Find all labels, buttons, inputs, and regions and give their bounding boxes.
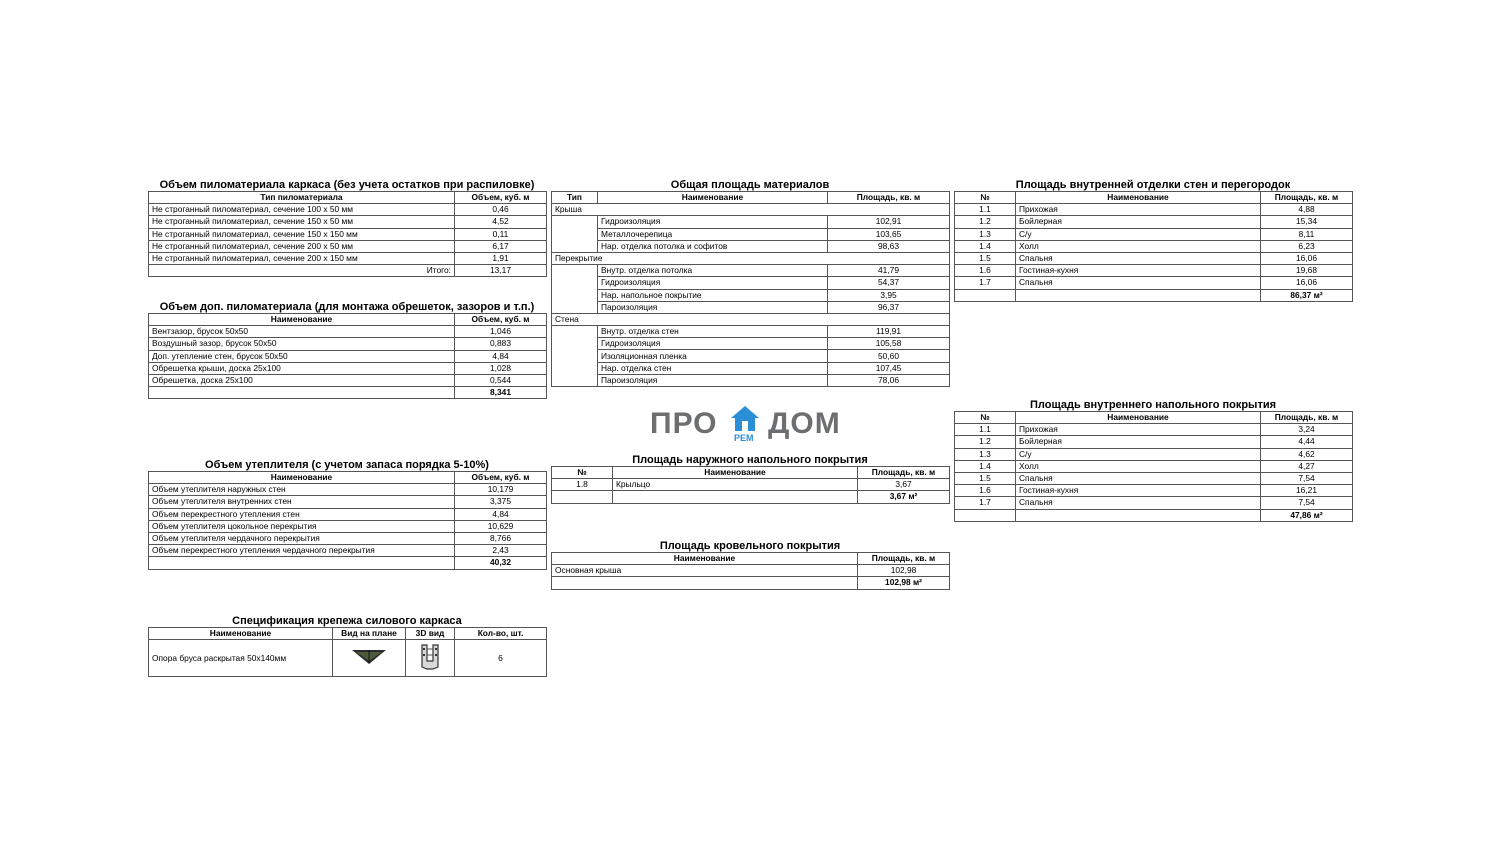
- total-row: [955, 289, 1353, 301]
- cell-name: Внутр. отделка потолка: [598, 265, 828, 277]
- table-row: [149, 326, 547, 338]
- cell-name: С/у: [1016, 228, 1261, 240]
- cell-value: 3,95: [828, 289, 950, 301]
- insulation-title: Объем утеплителя (с учетом запаса порядка 5-10%): [205, 459, 489, 471]
- materials-title: Общая площадь материалов: [670, 179, 830, 191]
- cell-name: Спальня: [1016, 497, 1261, 509]
- cell-number: 1.5: [955, 472, 1016, 484]
- table-row: [149, 374, 547, 386]
- group-spacer: [552, 216, 598, 253]
- cell-plan-view: [333, 640, 406, 677]
- cell-name: Объем утеплителя чердачного перекрытия: [149, 532, 455, 544]
- table-row: [955, 204, 1353, 216]
- house-icon: [730, 405, 760, 433]
- cell-value: 102,98: [858, 565, 950, 577]
- cell-value: 8,766: [455, 532, 547, 544]
- cell-value: 98,63: [828, 240, 950, 252]
- total-empty: [1016, 509, 1261, 521]
- roofing-title: Площадь кровельного покрытия: [659, 540, 841, 552]
- table-row: [552, 565, 950, 577]
- header-number: №: [552, 467, 613, 479]
- table-row: [149, 484, 547, 496]
- table-row: [149, 252, 547, 264]
- cell-value: 1,91: [455, 252, 547, 264]
- cell-name: Объем утеплителя наружных стен: [149, 484, 455, 496]
- group-row-roof: [552, 204, 950, 216]
- table-row: [552, 277, 950, 289]
- cell-name: Спальня: [1016, 277, 1261, 289]
- materials-table: [551, 191, 950, 387]
- total-value: 47,86 м²: [1261, 509, 1353, 521]
- cell-number: 1.5: [955, 252, 1016, 264]
- group-label: Стена: [552, 313, 950, 325]
- cell-number: 1.3: [955, 228, 1016, 240]
- cell-name: Гостиная-кухня: [1016, 485, 1261, 497]
- cell-number: 1.8: [552, 479, 613, 491]
- company-logo: [650, 405, 850, 443]
- total-value: 86,37 м²: [1261, 289, 1353, 301]
- wall-finish-table: [954, 191, 1353, 302]
- table-row: [955, 497, 1353, 509]
- cell-name: Крыльцо: [613, 479, 858, 491]
- header-name: Наименование: [598, 192, 828, 204]
- cell-value: 3,67: [858, 479, 950, 491]
- table-row: [552, 216, 950, 228]
- cell-value: 4,62: [1261, 448, 1353, 460]
- table-row: [955, 485, 1353, 497]
- cell-number: 1.4: [955, 460, 1016, 472]
- logo-text-left: ПРО: [650, 407, 718, 440]
- table-row: [955, 424, 1353, 436]
- total-row: [149, 387, 547, 399]
- extra-lumber-table: [148, 313, 547, 399]
- total-value: 3,67 м²: [858, 491, 950, 503]
- materials-block: [551, 179, 949, 387]
- table-row: [955, 277, 1353, 289]
- fasteners-table: [148, 627, 547, 677]
- cell-name: Прихожая: [1016, 424, 1261, 436]
- table-row: [552, 301, 950, 313]
- outer-floor-table: [551, 466, 950, 504]
- table-row: [149, 508, 547, 520]
- cell-value: 15,34: [1261, 216, 1353, 228]
- cell-value: 7,54: [1261, 497, 1353, 509]
- header-number: №: [955, 192, 1016, 204]
- wall-finish-block: [954, 179, 1352, 302]
- cell-value: 105,58: [828, 338, 950, 350]
- inner-floor-table: [954, 411, 1353, 522]
- cell-value: 4,27: [1261, 460, 1353, 472]
- cell-value: 41,79: [828, 265, 950, 277]
- total-empty: [1016, 289, 1261, 301]
- cell-value: 2,43: [455, 545, 547, 557]
- cell-value: 6,23: [1261, 240, 1353, 252]
- cell-name: Спальня: [1016, 252, 1261, 264]
- cell-value: 3,24: [1261, 424, 1353, 436]
- table-row: [552, 338, 950, 350]
- header-area: Площадь, кв. м: [858, 467, 950, 479]
- total-empty: [955, 509, 1016, 521]
- cell-number: 1.1: [955, 424, 1016, 436]
- header-name: Наименование: [552, 553, 858, 565]
- lumber-table: [148, 191, 547, 277]
- cell-name: Объем перекрестного утепления стен: [149, 508, 455, 520]
- total-empty: [552, 577, 858, 589]
- header-name: Наименование: [149, 628, 333, 640]
- table-row: [552, 265, 950, 277]
- fasteners-block: [148, 615, 546, 677]
- cell-name: Доп. утепление стен, брусок 50х50: [149, 350, 455, 362]
- cell-name: Объем утеплителя цокольное перекрытия: [149, 520, 455, 532]
- cell-3d-view: [406, 640, 455, 677]
- inner-floor-block: [954, 399, 1352, 522]
- table-row: [955, 436, 1353, 448]
- outer-floor-title: Площадь наружного напольного покрытия: [632, 454, 868, 466]
- cell-name: Объем утеплителя внутренних стен: [149, 496, 455, 508]
- cell-name: Нар. отделка стен: [598, 362, 828, 374]
- cell-name: Гидроизоляция: [598, 216, 828, 228]
- table-row: [149, 240, 547, 252]
- group-label: Перекрытие: [552, 252, 950, 264]
- insulation-table: [148, 471, 547, 570]
- group-label: Крыша: [552, 204, 950, 216]
- table-row: [955, 216, 1353, 228]
- cell-value: 16,21: [1261, 485, 1353, 497]
- cell-value: 10,629: [455, 520, 547, 532]
- cell-name: Гидроизоляция: [598, 338, 828, 350]
- cell-value: 102,91: [828, 216, 950, 228]
- cell-number: 1.2: [955, 436, 1016, 448]
- table-row: [552, 289, 950, 301]
- header-type: Тип: [552, 192, 598, 204]
- cell-value: 0,11: [455, 228, 547, 240]
- table-row: [552, 479, 950, 491]
- cell-value: 54,37: [828, 277, 950, 289]
- cell-value: 1,028: [455, 362, 547, 374]
- cell-value: 16,06: [1261, 252, 1353, 264]
- cell-number: 1.7: [955, 277, 1016, 289]
- cell-value: 4,44: [1261, 436, 1353, 448]
- table-row: [955, 460, 1353, 472]
- total-value: 102,98 м²: [858, 577, 950, 589]
- bracket-3d-icon: [419, 643, 441, 671]
- wall-finish-title: Площадь внутренней отделки стен и перегородок: [1015, 179, 1291, 191]
- table-row: [149, 350, 547, 362]
- cell-name: Гидроизоляция: [598, 277, 828, 289]
- header-area: Площадь, кв. м: [828, 192, 950, 204]
- cell-name: Спальня: [1016, 472, 1261, 484]
- header-name: Наименование: [1016, 192, 1261, 204]
- group-row-wall: [552, 313, 950, 325]
- table-row: [955, 472, 1353, 484]
- cell-value: 8,11: [1261, 228, 1353, 240]
- total-value: 13,17: [455, 265, 547, 277]
- total-value: 8,341: [455, 387, 547, 399]
- cell-name: Воздушный зазор, брусок 50х50: [149, 338, 455, 350]
- table-row: [149, 228, 547, 240]
- table-row: [552, 228, 950, 240]
- total-empty: [552, 491, 613, 503]
- header-volume: Объем, куб. м: [455, 472, 547, 484]
- total-empty: [955, 289, 1016, 301]
- table-row: [149, 216, 547, 228]
- header-3d-view: 3D вид: [406, 628, 455, 640]
- total-row: [955, 509, 1353, 521]
- cell-name: Металлочерепица: [598, 228, 828, 240]
- cell-value: 16,06: [1261, 277, 1353, 289]
- cell-number: 1.6: [955, 485, 1016, 497]
- cell-name: Пароизоляция: [598, 301, 828, 313]
- total-empty: [149, 557, 455, 569]
- extra-lumber-block: [148, 301, 546, 399]
- cell-value: 1,046: [455, 326, 547, 338]
- cell-name: Обрешетка крыши, доска 25х100: [149, 362, 455, 374]
- header-name: Наименование: [149, 314, 455, 326]
- cell-value: 7,54: [1261, 472, 1353, 484]
- cell-value: 96,37: [828, 301, 950, 313]
- header-area: Площадь, кв. м: [1261, 412, 1353, 424]
- cell-number: 1.6: [955, 265, 1016, 277]
- table-row: [955, 448, 1353, 460]
- table-row: [552, 326, 950, 338]
- cell-name: Не строганный пиломатериал, сечение 150 х 150 мм: [149, 228, 455, 240]
- logo-text-right: ДОМ: [768, 407, 841, 440]
- insulation-block: [148, 459, 546, 570]
- cell-value: 0,883: [455, 338, 547, 350]
- cell-name: Нар. напольное покрытие: [598, 289, 828, 301]
- table-row: [149, 204, 547, 216]
- total-row: [552, 491, 950, 503]
- lumber-block: [148, 179, 546, 277]
- header-qty: Кол-во, шт.: [455, 628, 547, 640]
- cell-value: 119,91: [828, 326, 950, 338]
- cell-value: 78,06: [828, 374, 950, 386]
- header-area: Площадь, кв. м: [1261, 192, 1353, 204]
- inner-floor-title: Площадь внутреннего напольного покрытия: [1029, 399, 1277, 411]
- group-spacer: [552, 326, 598, 387]
- outer-floor-block: [551, 454, 949, 504]
- cell-number: 1.2: [955, 216, 1016, 228]
- cell-value: 4,84: [455, 508, 547, 520]
- total-value: 40,32: [455, 557, 547, 569]
- cell-name: Прихожая: [1016, 204, 1261, 216]
- header-name: Наименование: [149, 472, 455, 484]
- table-row: [955, 228, 1353, 240]
- cell-name: Изоляционная пленка: [598, 350, 828, 362]
- cell-name: Внутр. отделка стен: [598, 326, 828, 338]
- header-type: Тип пиломатериала: [149, 192, 455, 204]
- cell-name: Бойлерная: [1016, 216, 1261, 228]
- header-volume: Объем, куб. м: [455, 314, 547, 326]
- total-empty: [613, 491, 858, 503]
- table-row: [149, 496, 547, 508]
- cell-number: 1.7: [955, 497, 1016, 509]
- table-row: [955, 252, 1353, 264]
- cell-name: Гостиная-кухня: [1016, 265, 1261, 277]
- lumber-title: Объем пиломатериала каркаса (без учета остатков при распиловке): [159, 179, 535, 191]
- table-row: [149, 362, 547, 374]
- cell-name: Основная крыша: [552, 565, 858, 577]
- cell-name: Нар. отделка потолка и софитов: [598, 240, 828, 252]
- header-plan-view: Вид на плане: [333, 628, 406, 640]
- group-spacer: [552, 265, 598, 314]
- table-row: [552, 362, 950, 374]
- cell-value: 50,60: [828, 350, 950, 362]
- extra-lumber-title: Объем доп. пиломатериала (для монтажа обрешеток, зазоров и т.п.): [159, 301, 535, 313]
- table-row: [552, 350, 950, 362]
- cell-name: Опора бруса раскрытая 50х140мм: [149, 640, 333, 677]
- cell-value: 3,375: [455, 496, 547, 508]
- table-row: [149, 640, 547, 677]
- cell-number: 1.1: [955, 204, 1016, 216]
- table-row: [552, 240, 950, 252]
- cell-name: Бойлерная: [1016, 436, 1261, 448]
- cell-name: Объем перекрестного утепления чердачного перекрытия: [149, 545, 455, 557]
- cell-qty: 6: [455, 640, 547, 677]
- roofing-block: [551, 540, 949, 590]
- total-row: [552, 577, 950, 589]
- cell-name: Не строганный пиломатериал, сечение 100 х 50 мм: [149, 204, 455, 216]
- cell-value: 4,84: [455, 350, 547, 362]
- table-row: [955, 265, 1353, 277]
- cell-name: Холл: [1016, 240, 1261, 252]
- cell-value: 19,68: [1261, 265, 1353, 277]
- cell-value: 103,65: [828, 228, 950, 240]
- cell-name: С/у: [1016, 448, 1261, 460]
- cell-value: 0,46: [455, 204, 547, 216]
- cell-name: Не строганный пиломатериал, сечение 150 х 50 мм: [149, 216, 455, 228]
- cell-name: Пароизоляция: [598, 374, 828, 386]
- table-row: [955, 240, 1353, 252]
- total-empty: [149, 387, 455, 399]
- table-row: [149, 520, 547, 532]
- table-row: [149, 545, 547, 557]
- cell-name: Не строганный пиломатериал, сечение 200 х 150 мм: [149, 252, 455, 264]
- cell-number: 1.3: [955, 448, 1016, 460]
- cell-name: Холл: [1016, 460, 1261, 472]
- total-row: [149, 265, 547, 277]
- cell-value: 6,17: [455, 240, 547, 252]
- logo-subtext: РЕМ: [734, 433, 754, 443]
- cell-value: 10,179: [455, 484, 547, 496]
- table-row: [149, 338, 547, 350]
- bracket-plan-icon: [351, 648, 387, 666]
- total-row: [149, 557, 547, 569]
- cell-name: Вентзазор, брусок 50х50: [149, 326, 455, 338]
- cell-name: Не строганный пиломатериал, сечение 200 х 50 мм: [149, 240, 455, 252]
- table-row: [149, 532, 547, 544]
- cell-name: Обрешетка, доска 25х100: [149, 374, 455, 386]
- header-name: Наименование: [613, 467, 858, 479]
- fasteners-title: Спецификация крепежа силового каркаса: [232, 615, 462, 627]
- group-row-floor: [552, 252, 950, 264]
- total-label: Итого:: [149, 265, 455, 277]
- cell-number: 1.4: [955, 240, 1016, 252]
- table-row: [552, 374, 950, 386]
- header-area: Площадь, кв. м: [858, 553, 950, 565]
- cell-value: 107,45: [828, 362, 950, 374]
- cell-value: 4,52: [455, 216, 547, 228]
- cell-value: 4,88: [1261, 204, 1353, 216]
- header-name: Наименование: [1016, 412, 1261, 424]
- header-volume: Объем, куб. м: [455, 192, 547, 204]
- roofing-table: [551, 552, 950, 590]
- header-number: №: [955, 412, 1016, 424]
- cell-value: 0,544: [455, 374, 547, 386]
